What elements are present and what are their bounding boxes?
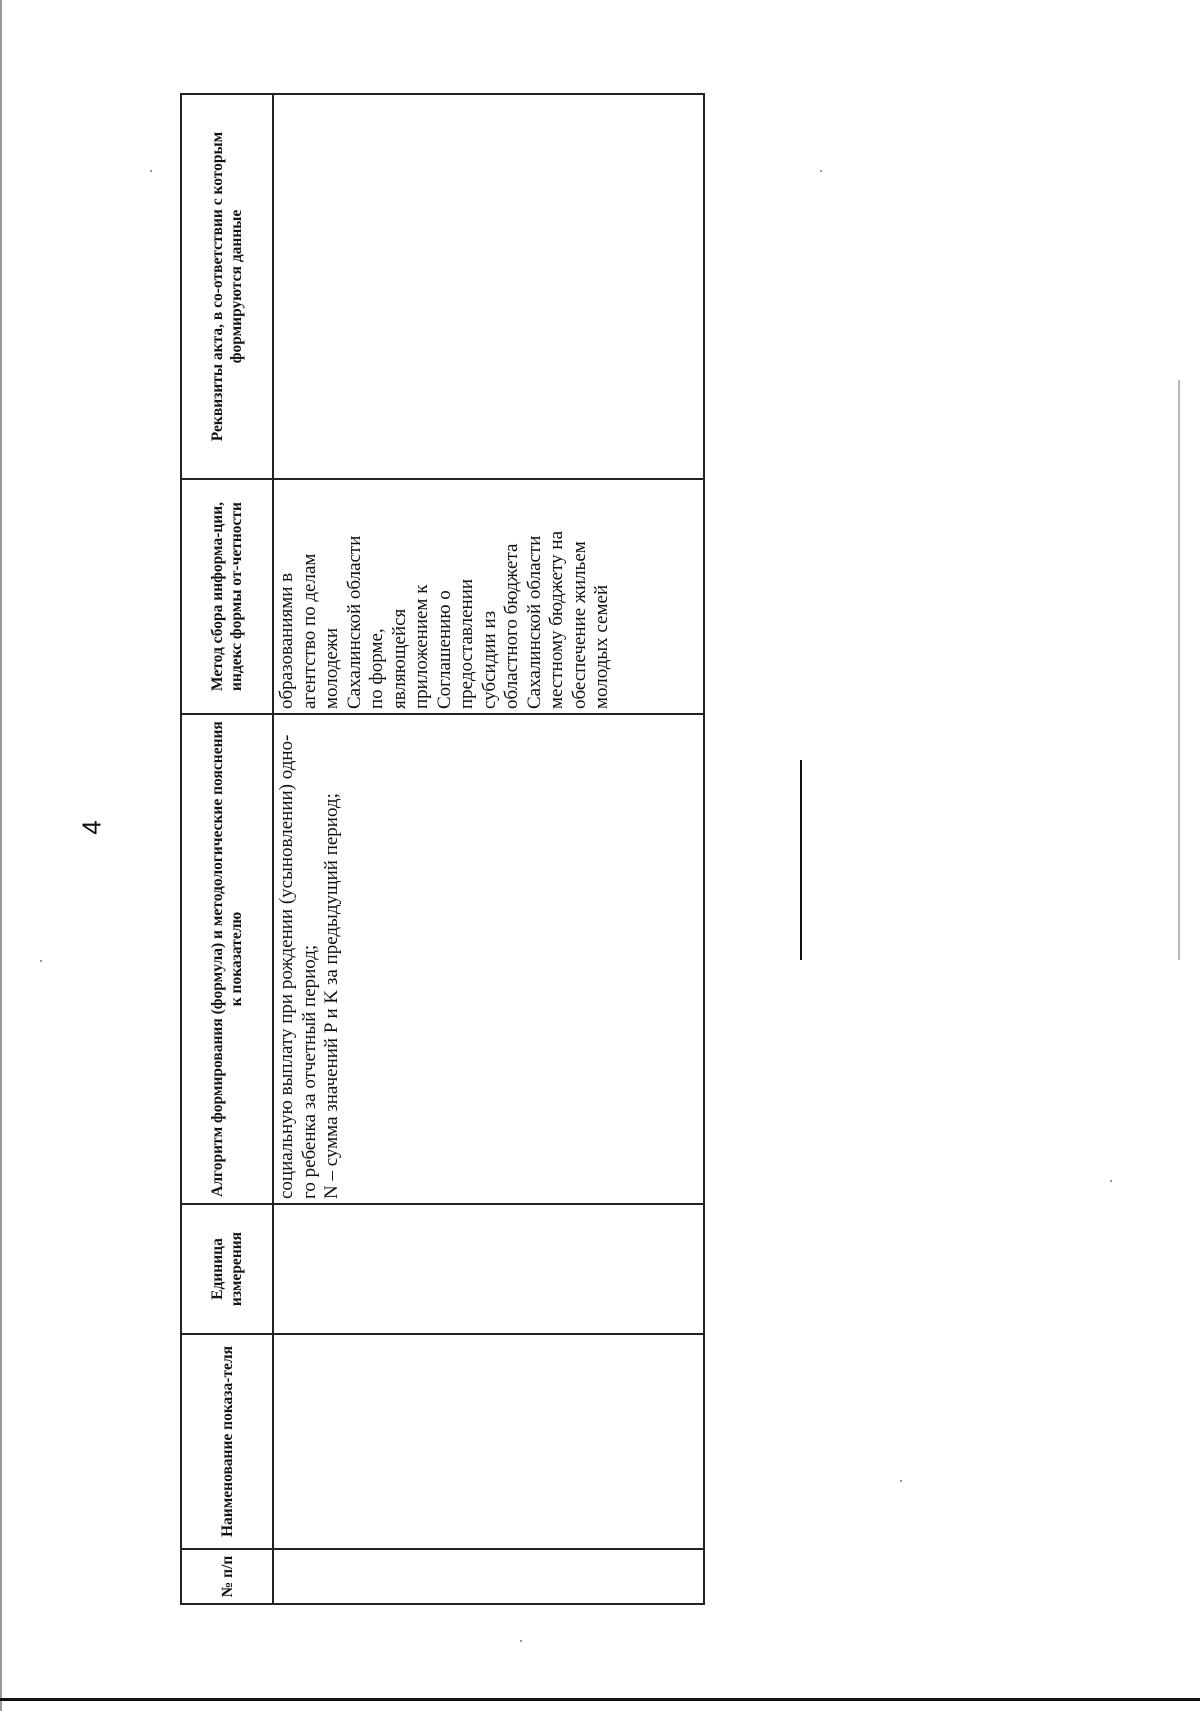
table-row <box>273 94 704 1604</box>
method-line: местному бюджету на <box>546 530 567 709</box>
header-unit: Единица измерения <box>181 1204 273 1334</box>
algorithm-line: го ребенка за отчетный период; <box>298 944 320 1199</box>
separator-line <box>800 760 802 960</box>
header-name: Наименование показа-теля <box>181 1334 273 1549</box>
algorithm-line: социальную выплату при рождении (усыновлении) одно- <box>276 734 297 1199</box>
scan-speck <box>520 1640 522 1642</box>
cell-algorithm <box>273 714 704 1204</box>
cell-name <box>273 1334 704 1549</box>
method-line: Сахалинской области <box>523 535 545 709</box>
scan-right-edge <box>1178 380 1180 960</box>
method-line: субсидии из <box>478 610 500 709</box>
header-num: № п/п <box>181 1549 273 1604</box>
method-line: областного бюджета <box>501 543 522 709</box>
scan-speck <box>1110 1180 1112 1182</box>
cell-method <box>273 479 704 714</box>
method-line: по форме, <box>366 628 387 709</box>
method-line: Сахалинской области <box>343 535 365 709</box>
indicator-table <box>180 93 705 1605</box>
cell-num <box>273 1549 704 1604</box>
scan-left-edge <box>0 0 2 1711</box>
algorithm-line: N – сумма значений P и K за предыдущий период; <box>321 793 342 1199</box>
header-requisites: Реквизиты акта, в со-ответствии с которым формируются данные <box>181 94 273 479</box>
header-method: Метод сбора информа-ции, индекс формы от-четности <box>181 479 273 714</box>
scan-bottom-edge <box>0 1698 1200 1701</box>
method-line: молодых семей <box>591 584 612 709</box>
scan-speck <box>150 170 152 172</box>
method-line: агентство по делам <box>298 553 320 709</box>
method-line: Соглашению о <box>433 590 455 709</box>
scan-speck <box>40 960 42 962</box>
indicator-table-rotated <box>180 95 705 1605</box>
method-line: молодежи <box>321 627 342 709</box>
cell-unit <box>273 1204 704 1334</box>
scan-speck <box>820 170 822 172</box>
method-line: образованиями в <box>276 572 297 709</box>
header-algorithm: Алгоритм формирования (формула) и методологические пояснения к показателю <box>181 714 273 1204</box>
method-line: обеспечение жильем <box>568 541 590 709</box>
cell-requisites <box>273 94 704 479</box>
scan-speck <box>900 1480 902 1482</box>
method-line: предоставлении <box>456 578 477 709</box>
method-line: являющейся <box>388 608 410 709</box>
page-number: 4 <box>76 820 107 835</box>
table-header-row <box>181 94 273 1604</box>
method-line: приложением к <box>411 584 432 709</box>
